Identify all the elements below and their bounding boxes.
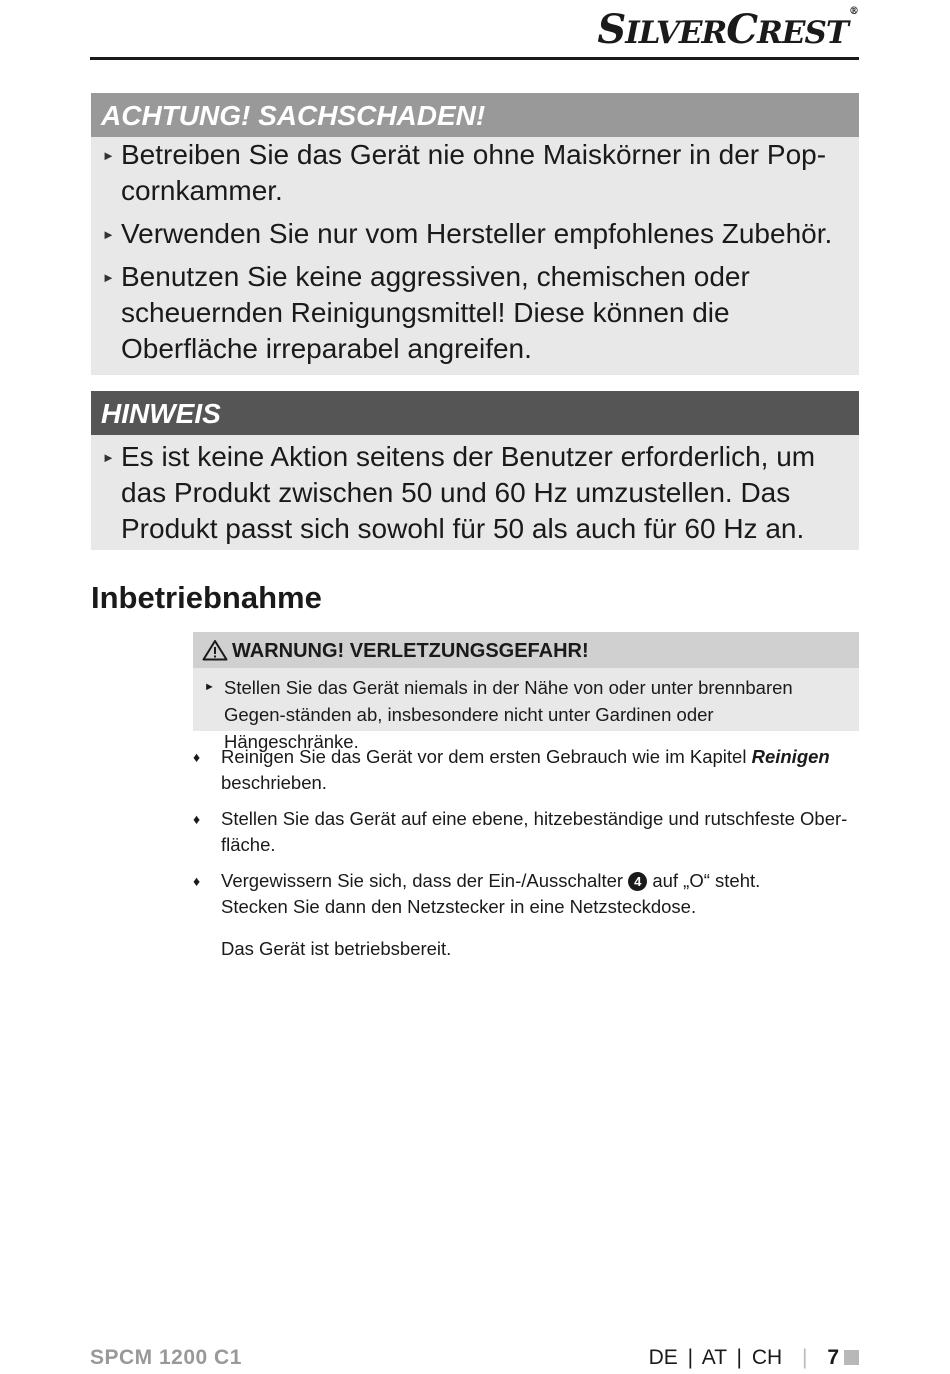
diamond-bullet-icon: ♦: [193, 873, 201, 889]
steps-list: [193, 744, 859, 930]
step-item: ♦ Stellen Sie das Gerät auf eine ebene, hitzebeständige und rutschfeste Ober-fläche.: [193, 808, 848, 855]
triangle-right-icon: ►: [102, 270, 115, 285]
separator: |: [687, 1346, 694, 1369]
page-number: 7: [827, 1346, 839, 1369]
lang-at: AT: [701, 1346, 727, 1369]
note-box: [91, 391, 859, 550]
square-marker-icon: [844, 1350, 859, 1365]
triangle-right-icon: ►: [102, 227, 115, 242]
triangle-right-icon: ►: [102, 450, 115, 465]
warning-item: ► Stellen Sie das Gerät niemals in der Nähe von oder unter brennbaren Gegen-ständen ab, insbesondere nicht unter Gardinen oder Hängeschränke.: [193, 674, 851, 755]
diamond-bullet-icon: ♦: [193, 749, 201, 765]
separator: |: [736, 1346, 742, 1369]
step-item: ♦ Reinigen Sie das Gerät vor dem ersten Gebrauch wie im Kapitel Reinigen beschrieben.: [193, 746, 830, 793]
note-box-title: HINWEIS: [91, 391, 859, 435]
attention-box: [91, 93, 859, 375]
footer-page-info: [649, 1346, 859, 1370]
lang-ch: CH: [751, 1346, 783, 1369]
footer-model: SPCM 1200 C1: [90, 1346, 242, 1369]
attention-box-title: ACHTUNG! SACHSCHADEN!: [91, 93, 859, 137]
ready-text: Das Gerät ist betriebsbereit.: [221, 938, 452, 959]
triangle-right-icon: ►: [102, 148, 115, 163]
attention-item: ► Betreiben Sie das Gerät nie ohne Maiskörner in der Pop-cornkammer.: [102, 139, 827, 206]
warning-box-title: WARNUNG! VERLETZUNGSGEFAHR!: [232, 640, 589, 662]
part-number-badge: 4: [628, 872, 647, 891]
silvercrest-logo: SILVERCREST®: [597, 6, 858, 53]
chapter-reference: Reinigen: [751, 746, 830, 767]
attention-item: ► Benutzen Sie keine aggressiven, chemischen oder scheuernden Reinigungsmittel! Diese können die Oberfläche irreparabel angreifen.: [102, 261, 750, 364]
header-rule: [90, 57, 859, 60]
warning-box: [193, 632, 859, 752]
section-title: Inbetriebnahme: [91, 580, 322, 615]
lang-de: DE: [648, 1346, 678, 1369]
note-item: ► Es ist keine Aktion seitens der Benutzer erforderlich, um das Produkt zwischen 50 und 60 Hz umzustellen. Das Produkt passt sich sowohl für 50 als auch für 60 Hz an.: [102, 441, 816, 544]
attention-item: ► Verwenden Sie nur vom Hersteller empfohlenes Zubehör.: [91, 216, 847, 252]
separator: |: [802, 1346, 808, 1369]
triangle-right-icon: ►: [204, 681, 215, 693]
diamond-bullet-icon: ♦: [193, 811, 201, 827]
warning-box-header: [193, 632, 859, 668]
step-item: ♦ Vergewissern Sie sich, dass der Ein-/Ausschalter 4 auf „O“ steht. Stecken Sie dann den Netzstecker in eine Netzsteckdose.: [193, 870, 761, 917]
warning-triangle-icon: [202, 639, 228, 661]
